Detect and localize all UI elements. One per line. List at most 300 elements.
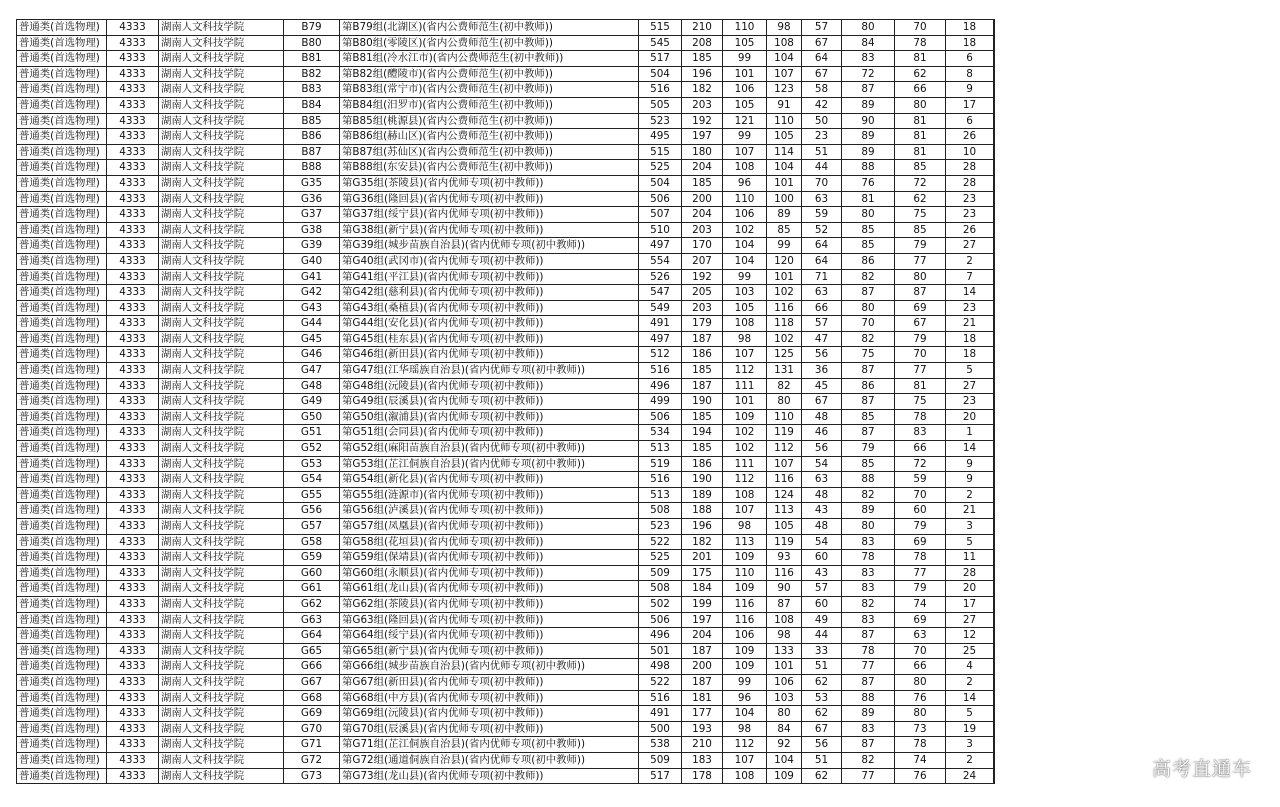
cell-rank: 26 (946, 222, 994, 238)
cell-group-code: G71 (284, 737, 340, 753)
cell-chemistry: 60 (895, 503, 946, 519)
cell-max-score: 504 (639, 175, 682, 191)
cell-category: 普通类(首选物理) (17, 503, 107, 519)
cell-physics: 84 (842, 35, 895, 51)
cell-rank: 25 (946, 643, 994, 659)
cell-group-name: 第G37组(绥宁县)(省内优师专项(初中教师)) (340, 207, 639, 223)
cell-english: 100 (767, 191, 802, 207)
cell-rank: 27 (946, 238, 994, 254)
cell-english: 102 (767, 331, 802, 347)
cell-rank: 9 (946, 456, 994, 472)
cell-physics: 80 (842, 300, 895, 316)
cell-physics: 89 (842, 503, 895, 519)
cell-group-name: 第G36组(隆回县)(省内优师专项(初中教师)) (340, 191, 639, 207)
table-row (17, 363, 995, 379)
cell-school-code: 4333 (107, 503, 159, 519)
cell-foreign: 48 (802, 487, 842, 503)
cell-group-name: 第G51组(会同县)(省内优师专项(初中教师)) (340, 425, 639, 441)
cell-english: 99 (767, 238, 802, 254)
cell-max-score: 506 (639, 409, 682, 425)
cell-school-code: 4333 (107, 285, 159, 301)
cell-physics: 89 (842, 97, 895, 113)
cell-category: 普通类(首选物理) (17, 659, 107, 675)
cell-chemistry: 78 (895, 35, 946, 51)
cell-physics: 89 (842, 706, 895, 722)
cell-category: 普通类(首选物理) (17, 253, 107, 269)
cell-english: 120 (767, 253, 802, 269)
cell-rank: 9 (946, 472, 994, 488)
cell-english: 89 (767, 207, 802, 223)
table-row (17, 565, 995, 581)
cell-rank: 21 (946, 503, 994, 519)
admission-score-table (16, 19, 995, 784)
cell-school-name: 湖南人文科技学院 (159, 20, 284, 36)
cell-chemistry: 78 (895, 737, 946, 753)
cell-english: 91 (767, 97, 802, 113)
cell-school-name: 湖南人文科技学院 (159, 331, 284, 347)
cell-foreign: 62 (802, 706, 842, 722)
cell-group-code: G47 (284, 363, 340, 379)
cell-school-name: 湖南人文科技学院 (159, 175, 284, 191)
cell-school-code: 4333 (107, 690, 159, 706)
cell-group-name: 第G50组(溆浦县)(省内优师专项(初中教师)) (340, 409, 639, 425)
table-row (17, 690, 995, 706)
cell-chinese: 196 (682, 519, 723, 535)
cell-chinese: 201 (682, 550, 723, 566)
cell-school-name: 湖南人文科技学院 (159, 113, 284, 129)
cell-chemistry: 70 (895, 347, 946, 363)
cell-group-name: 第G72组(通道侗族自治县)(省内优师专项(初中教师)) (340, 752, 639, 768)
cell-chinese: 184 (682, 581, 723, 597)
cell-physics: 88 (842, 472, 895, 488)
cell-english: 116 (767, 565, 802, 581)
cell-english: 102 (767, 285, 802, 301)
cell-english: 101 (767, 175, 802, 191)
cell-english: 101 (767, 269, 802, 285)
cell-group-name: 第G68组(中方县)(省内优师专项(初中教师)) (340, 690, 639, 706)
cell-group-code: B87 (284, 144, 340, 160)
cell-chinese: 186 (682, 347, 723, 363)
cell-school-code: 4333 (107, 628, 159, 644)
cell-english: 93 (767, 550, 802, 566)
cell-empty (994, 363, 995, 379)
cell-foreign: 62 (802, 674, 842, 690)
cell-foreign: 56 (802, 441, 842, 457)
cell-school-code: 4333 (107, 612, 159, 628)
cell-chinese: 204 (682, 160, 723, 176)
cell-rank: 1 (946, 425, 994, 441)
cell-chinese: 210 (682, 737, 723, 753)
cell-category: 普通类(首选物理) (17, 331, 107, 347)
cell-chinese: 205 (682, 285, 723, 301)
cell-max-score: 515 (639, 20, 682, 36)
cell-school-name: 湖南人文科技学院 (159, 51, 284, 67)
cell-foreign: 67 (802, 35, 842, 51)
cell-max-score: 519 (639, 456, 682, 472)
cell-max-score: 522 (639, 534, 682, 550)
cell-foreign: 54 (802, 534, 842, 550)
cell-chinese: 210 (682, 20, 723, 36)
cell-max-score: 516 (639, 82, 682, 98)
cell-category: 普通类(首选物理) (17, 596, 107, 612)
cell-foreign: 59 (802, 207, 842, 223)
cell-group-code: G51 (284, 425, 340, 441)
cell-rank: 2 (946, 253, 994, 269)
cell-school-name: 湖南人文科技学院 (159, 519, 284, 535)
cell-category: 普通类(首选物理) (17, 409, 107, 425)
cell-group-name: 第G69组(沅陵县)(省内优师专项(初中教师)) (340, 706, 639, 722)
cell-category: 普通类(首选物理) (17, 565, 107, 581)
cell-group-name: 第G70组(辰溪县)(省内优师专项(初中教师)) (340, 721, 639, 737)
cell-school-name: 湖南人文科技学院 (159, 129, 284, 145)
table-row (17, 222, 995, 238)
cell-chemistry: 69 (895, 534, 946, 550)
cell-rank: 11 (946, 550, 994, 566)
cell-chinese: 182 (682, 534, 723, 550)
cell-chemistry: 66 (895, 441, 946, 457)
cell-school-code: 4333 (107, 596, 159, 612)
cell-group-name: 第G57组(凤凰县)(省内优师专项(初中教师)) (340, 519, 639, 535)
cell-category: 普通类(首选物理) (17, 191, 107, 207)
cell-physics: 82 (842, 331, 895, 347)
cell-school-code: 4333 (107, 113, 159, 129)
table-row (17, 768, 995, 784)
cell-chinese: 170 (682, 238, 723, 254)
cell-group-code: G35 (284, 175, 340, 191)
cell-max-score: 515 (639, 144, 682, 160)
cell-chinese: 185 (682, 363, 723, 379)
cell-max-score: 512 (639, 347, 682, 363)
cell-group-name: 第G41组(平江县)(省内优师专项(初中教师)) (340, 269, 639, 285)
cell-math: 109 (723, 409, 767, 425)
cell-empty (994, 347, 995, 363)
cell-category: 普通类(首选物理) (17, 175, 107, 191)
cell-rank: 20 (946, 409, 994, 425)
cell-chemistry: 80 (895, 674, 946, 690)
cell-chemistry: 85 (895, 222, 946, 238)
cell-physics: 87 (842, 363, 895, 379)
cell-math: 112 (723, 472, 767, 488)
cell-chinese: 203 (682, 97, 723, 113)
cell-group-name: 第G55组(涟源市)(省内优师专项(初中教师)) (340, 487, 639, 503)
cell-group-name: 第G54组(新化县)(省内优师专项(初中教师)) (340, 472, 639, 488)
cell-category: 普通类(首选物理) (17, 207, 107, 223)
cell-chemistry: 69 (895, 612, 946, 628)
cell-math: 103 (723, 285, 767, 301)
cell-group-name: 第B86组(赫山区)(省内公费师范生(初中教师)) (340, 129, 639, 145)
cell-group-code: G66 (284, 659, 340, 675)
cell-empty (994, 394, 995, 410)
cell-school-code: 4333 (107, 207, 159, 223)
cell-foreign: 52 (802, 222, 842, 238)
cell-rank: 27 (946, 378, 994, 394)
cell-math: 107 (723, 144, 767, 160)
cell-group-code: G42 (284, 285, 340, 301)
cell-max-score: 504 (639, 66, 682, 82)
cell-physics: 85 (842, 222, 895, 238)
cell-school-name: 湖南人文科技学院 (159, 35, 284, 51)
cell-physics: 87 (842, 394, 895, 410)
cell-english: 106 (767, 674, 802, 690)
cell-english: 80 (767, 394, 802, 410)
cell-group-name: 第G48组(沅陵县)(省内优师专项(初中教师)) (340, 378, 639, 394)
cell-school-name: 湖南人文科技学院 (159, 768, 284, 784)
cell-english: 98 (767, 628, 802, 644)
cell-group-code: G44 (284, 316, 340, 332)
cell-physics: 85 (842, 409, 895, 425)
cell-category: 普通类(首选物理) (17, 706, 107, 722)
cell-category: 普通类(首选物理) (17, 285, 107, 301)
cell-foreign: 53 (802, 690, 842, 706)
cell-empty (994, 565, 995, 581)
cell-school-name: 湖南人文科技学院 (159, 721, 284, 737)
cell-school-code: 4333 (107, 97, 159, 113)
cell-school-name: 湖南人文科技学院 (159, 643, 284, 659)
cell-category: 普通类(首选物理) (17, 519, 107, 535)
cell-physics: 70 (842, 316, 895, 332)
cell-group-code: G39 (284, 238, 340, 254)
cell-chinese: 207 (682, 253, 723, 269)
table-row (17, 674, 995, 690)
cell-empty (994, 643, 995, 659)
cell-rank: 18 (946, 35, 994, 51)
cell-empty (994, 472, 995, 488)
cell-chinese: 200 (682, 191, 723, 207)
cell-empty (994, 534, 995, 550)
cell-chemistry: 76 (895, 690, 946, 706)
cell-chinese: 187 (682, 331, 723, 347)
cell-chinese: 194 (682, 425, 723, 441)
cell-category: 普通类(首选物理) (17, 35, 107, 51)
cell-english: 116 (767, 300, 802, 316)
table-row (17, 97, 995, 113)
cell-category: 普通类(首选物理) (17, 129, 107, 145)
cell-english: 123 (767, 82, 802, 98)
cell-category: 普通类(首选物理) (17, 20, 107, 36)
table-row (17, 300, 995, 316)
cell-math: 121 (723, 113, 767, 129)
cell-foreign: 67 (802, 66, 842, 82)
cell-chinese: 180 (682, 144, 723, 160)
cell-category: 普通类(首选物理) (17, 66, 107, 82)
cell-school-name: 湖南人文科技学院 (159, 628, 284, 644)
cell-group-code: B88 (284, 160, 340, 176)
cell-chemistry: 81 (895, 51, 946, 67)
cell-english: 133 (767, 643, 802, 659)
table-row (17, 35, 995, 51)
cell-english: 108 (767, 612, 802, 628)
cell-chemistry: 63 (895, 628, 946, 644)
cell-school-code: 4333 (107, 82, 159, 98)
cell-category: 普通类(首选物理) (17, 425, 107, 441)
table-row (17, 51, 995, 67)
cell-math: 106 (723, 628, 767, 644)
cell-chinese: 185 (682, 409, 723, 425)
cell-group-name: 第G62组(茶陵县)(省内优师专项(初中教师)) (340, 596, 639, 612)
cell-group-code: G40 (284, 253, 340, 269)
cell-physics: 80 (842, 207, 895, 223)
cell-math: 110 (723, 191, 767, 207)
cell-rank: 18 (946, 347, 994, 363)
cell-school-name: 湖南人文科技学院 (159, 441, 284, 457)
cell-group-name: 第G61组(龙山县)(省内优师专项(初中教师)) (340, 581, 639, 597)
table-row (17, 253, 995, 269)
cell-school-name: 湖南人文科技学院 (159, 191, 284, 207)
cell-category: 普通类(首选物理) (17, 737, 107, 753)
cell-foreign: 64 (802, 253, 842, 269)
cell-english: 110 (767, 113, 802, 129)
cell-chemistry: 78 (895, 550, 946, 566)
cell-school-name: 湖南人文科技学院 (159, 706, 284, 722)
cell-school-code: 4333 (107, 66, 159, 82)
cell-group-name: 第G52组(麻阳苗族自治县)(省内优师专项(初中教师)) (340, 441, 639, 457)
table-row (17, 409, 995, 425)
cell-chinese: 185 (682, 51, 723, 67)
cell-foreign: 56 (802, 737, 842, 753)
cell-group-name: 第G56组(泸溪县)(省内优师专项(初中教师)) (340, 503, 639, 519)
cell-physics: 80 (842, 20, 895, 36)
cell-school-code: 4333 (107, 519, 159, 535)
cell-foreign: 63 (802, 191, 842, 207)
table-row (17, 659, 995, 675)
cell-school-code: 4333 (107, 441, 159, 457)
cell-chemistry: 80 (895, 706, 946, 722)
cell-foreign: 44 (802, 628, 842, 644)
cell-school-name: 湖南人文科技学院 (159, 207, 284, 223)
cell-rank: 28 (946, 175, 994, 191)
cell-category: 普通类(首选物理) (17, 222, 107, 238)
cell-group-code: G55 (284, 487, 340, 503)
cell-chinese: 182 (682, 82, 723, 98)
cell-empty (994, 752, 995, 768)
cell-school-name: 湖南人文科技学院 (159, 674, 284, 690)
cell-chemistry: 81 (895, 129, 946, 145)
cell-chemistry: 77 (895, 565, 946, 581)
cell-rank: 5 (946, 534, 994, 550)
cell-max-score: 513 (639, 441, 682, 457)
cell-physics: 83 (842, 565, 895, 581)
cell-english: 82 (767, 378, 802, 394)
cell-english: 92 (767, 737, 802, 753)
cell-english: 125 (767, 347, 802, 363)
cell-school-name: 湖南人文科技学院 (159, 737, 284, 753)
cell-school-code: 4333 (107, 269, 159, 285)
cell-math: 104 (723, 253, 767, 269)
cell-school-name: 湖南人文科技学院 (159, 316, 284, 332)
cell-foreign: 63 (802, 472, 842, 488)
cell-max-score: 534 (639, 425, 682, 441)
cell-category: 普通类(首选物理) (17, 721, 107, 737)
cell-group-code: G65 (284, 643, 340, 659)
cell-group-name: 第G43组(桑植县)(省内优师专项(初中教师)) (340, 300, 639, 316)
cell-math: 109 (723, 550, 767, 566)
cell-chinese: 196 (682, 66, 723, 82)
cell-group-code: G53 (284, 456, 340, 472)
cell-rank: 5 (946, 363, 994, 379)
cell-english: 105 (767, 519, 802, 535)
cell-max-score: 497 (639, 238, 682, 254)
table-row (17, 378, 995, 394)
cell-school-name: 湖南人文科技学院 (159, 472, 284, 488)
cell-foreign: 57 (802, 316, 842, 332)
cell-school-code: 4333 (107, 487, 159, 503)
cell-empty (994, 222, 995, 238)
cell-chinese: 203 (682, 300, 723, 316)
cell-school-name: 湖南人文科技学院 (159, 144, 284, 160)
cell-chinese: 188 (682, 503, 723, 519)
cell-chinese: 193 (682, 721, 723, 737)
cell-foreign: 43 (802, 503, 842, 519)
cell-max-score: 526 (639, 269, 682, 285)
cell-school-name: 湖南人文科技学院 (159, 487, 284, 503)
cell-rank: 17 (946, 596, 994, 612)
cell-school-code: 4333 (107, 550, 159, 566)
cell-max-score: 513 (639, 487, 682, 503)
cell-english: 124 (767, 487, 802, 503)
cell-school-name: 湖南人文科技学院 (159, 565, 284, 581)
cell-chemistry: 73 (895, 721, 946, 737)
cell-school-name: 湖南人文科技学院 (159, 409, 284, 425)
cell-chemistry: 59 (895, 472, 946, 488)
cell-chinese: 185 (682, 441, 723, 457)
cell-english: 85 (767, 222, 802, 238)
cell-chemistry: 62 (895, 66, 946, 82)
table-row (17, 550, 995, 566)
cell-group-name: 第G71组(芷江侗族自治县)(省内优师专项(初中教师)) (340, 737, 639, 753)
cell-english: 80 (767, 706, 802, 722)
cell-foreign: 44 (802, 160, 842, 176)
cell-physics: 89 (842, 144, 895, 160)
cell-school-name: 湖南人文科技学院 (159, 425, 284, 441)
cell-empty (994, 316, 995, 332)
cell-physics: 83 (842, 581, 895, 597)
cell-group-code: G58 (284, 534, 340, 550)
cell-school-code: 4333 (107, 768, 159, 784)
cell-group-code: G50 (284, 409, 340, 425)
cell-school-code: 4333 (107, 659, 159, 675)
cell-category: 普通类(首选物理) (17, 581, 107, 597)
cell-physics: 80 (842, 519, 895, 535)
table-row (17, 612, 995, 628)
cell-chemistry: 80 (895, 269, 946, 285)
cell-school-name: 湖南人文科技学院 (159, 752, 284, 768)
cell-rank: 8 (946, 66, 994, 82)
cell-empty (994, 35, 995, 51)
cell-group-name: 第G63组(隆回县)(省内优师专项(初中教师)) (340, 612, 639, 628)
cell-empty (994, 331, 995, 347)
cell-max-score: 495 (639, 129, 682, 145)
cell-math: 99 (723, 129, 767, 145)
cell-category: 普通类(首选物理) (17, 643, 107, 659)
cell-empty (994, 144, 995, 160)
cell-max-score: 516 (639, 472, 682, 488)
cell-group-code: G62 (284, 596, 340, 612)
cell-category: 普通类(首选物理) (17, 113, 107, 129)
cell-group-name: 第B80组(零陵区)(省内公费师范生(初中教师)) (340, 35, 639, 51)
cell-foreign: 63 (802, 285, 842, 301)
cell-physics: 89 (842, 129, 895, 145)
cell-english: 101 (767, 659, 802, 675)
cell-rank: 21 (946, 316, 994, 332)
cell-school-code: 4333 (107, 581, 159, 597)
cell-chemistry: 83 (895, 425, 946, 441)
cell-foreign: 43 (802, 565, 842, 581)
cell-school-code: 4333 (107, 394, 159, 410)
cell-rank: 24 (946, 768, 994, 784)
cell-max-score: 505 (639, 97, 682, 113)
cell-math: 110 (723, 20, 767, 36)
cell-school-code: 4333 (107, 51, 159, 67)
